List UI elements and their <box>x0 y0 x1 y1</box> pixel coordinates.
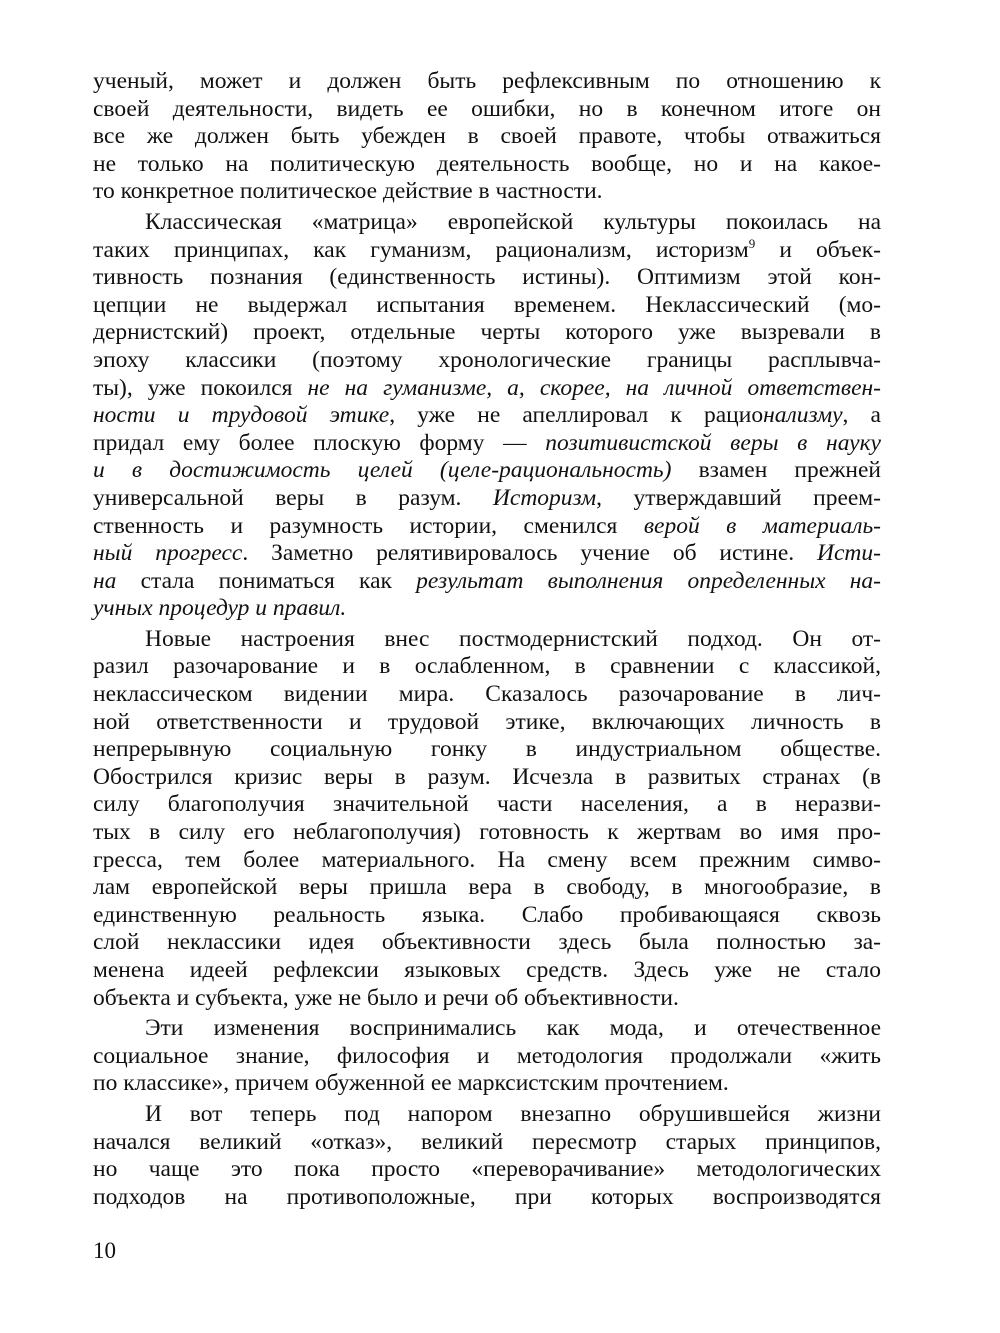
text-line <box>93 430 881 458</box>
paragraph-5 <box>93 1101 881 1211</box>
text-line: Обострился кризис веры в разум. Исчезла в развитых странах (в <box>93 763 881 790</box>
text-line: Новые настроения внес постмодернистский подход. Он от- <box>145 625 881 652</box>
page-body <box>93 68 881 1214</box>
text-line: цепции не выдержал испытания временем. Неклассический (мо- <box>93 291 881 318</box>
text-line: своей деятельности, видеть ее ошибки, но в конечном итоге он <box>93 95 881 122</box>
text-line <box>93 540 881 568</box>
italic-segment: верой в материаль- <box>643 512 881 539</box>
italic-segment: ный прогресс <box>93 540 243 567</box>
text-line: И вот теперь под напором внезапно обрушившейся жизни <box>145 1100 881 1127</box>
text-line <box>93 457 881 485</box>
text-line <box>93 513 881 541</box>
text-segment: ственность и разумность истории, сменился <box>93 512 644 539</box>
italic-segment: нализму <box>763 402 843 429</box>
italic-segment: результат выполнения определенных на- <box>416 567 881 594</box>
text-line: эпоху классики (поэтому хронологические границы расплывча- <box>93 346 881 373</box>
text-line: начался великий «отказ», великий пересмотр старых принципов, <box>93 1128 881 1155</box>
text-line: силу благополучия значительной части населения, а в неразви- <box>93 791 881 818</box>
text-line: единственную реальность языка. Слабо пробивающаяся сквозь <box>93 901 881 928</box>
text-line <box>93 595 881 623</box>
text-line <box>93 485 881 513</box>
italic-segment: на <box>93 567 117 594</box>
text-line: социальное знание, философия и методология продолжали «жить <box>93 1042 881 1069</box>
text-line: Эти изменения воспринимались как мода, и отечественное <box>145 1015 881 1042</box>
text-segment: , а <box>842 402 881 429</box>
footnote-marker: 9 <box>748 235 756 251</box>
text-line: дернистский) проект, отдельные черты которого уже вызревали в <box>93 319 881 346</box>
text-line <box>93 568 881 596</box>
italic-segment: Исти- <box>817 540 881 567</box>
text-line: ной ответственности и трудовой этике, включающих личность в <box>93 708 881 735</box>
italic-segment: ности и трудовой этике <box>93 402 390 429</box>
text-line: слой неклассики идея объективности здесь была полностью за- <box>93 929 881 956</box>
paragraph-4 <box>93 1015 881 1098</box>
text-line <box>93 402 881 430</box>
text-segment: и объек- <box>755 236 881 263</box>
text-line: непрерывную социальную гонку в индустриальном обществе. <box>93 736 881 763</box>
paragraph-3 <box>93 626 881 1012</box>
text-line <box>93 375 881 403</box>
italic-segment: не на гуманизме, а, скорее, на личной ответствен- <box>307 374 882 401</box>
text-line <box>93 237 881 265</box>
text-line: тых в силу его неблагополучия) готовность к жертвам во имя про- <box>93 819 881 846</box>
italic-segment: учных процедур и правил. <box>93 595 347 622</box>
text-segment: , уже не апеллировал к рацио <box>389 402 764 429</box>
text-segment: стала пониматься как <box>116 567 417 594</box>
text-line: подходов на противоположные, при которых воспроизводятся <box>93 1183 881 1210</box>
text-line: неклассическом видении мира. Сказалось разочарование в лич- <box>93 681 881 708</box>
text-line: по классике», причем обуженной ее марксистским прочтением. <box>93 1070 729 1097</box>
text-line: тивность познания (единственность истины). Оптимизм этой кон- <box>93 264 881 291</box>
text-line: объекта и субъекта, уже не было и речи об объективности. <box>93 984 679 1011</box>
text-segment: . Заметно релятивировалось учение об истине. <box>242 540 818 567</box>
text-line: разил разочарование и в ослабленном, в сравнении с классикой, <box>93 653 881 680</box>
text-line: не только на политическую деятельность вообще, но и на какое- <box>93 150 881 177</box>
text-line: то конкретное политическое действие в частности. <box>93 178 603 205</box>
text-segment: универсальной веры в разум. <box>93 484 493 511</box>
italic-segment: и в достижимость целей (целе-рациональность) <box>93 457 672 484</box>
text-line: ученый, может и должен быть рефлексивным по отношению к <box>93 68 881 94</box>
text-segment: , утверждавший преем- <box>596 484 882 511</box>
text-line: все же должен быть убежден в своей правоте, чтобы отважиться <box>93 123 881 150</box>
italic-segment: позитивистской веры в науку <box>545 429 881 456</box>
italic-segment: Историзм <box>492 484 597 511</box>
text-segment: ты), уже покоился <box>93 374 308 401</box>
paragraph-2 <box>93 209 881 623</box>
text-segment: взамен прежней <box>671 457 881 484</box>
page-number: 10 <box>93 1238 116 1263</box>
text-line: гресса, тем более материального. На смену всем прежним симво- <box>93 846 881 873</box>
text-line: менена идеей рефлексии языковых средств. Здесь уже не стало <box>93 957 881 983</box>
text-segment: таких принципах, как гуманизм, рационализм, историзм <box>93 236 749 263</box>
paragraph-1 <box>93 68 881 206</box>
text-line: но чаще это пока просто «переворачивание» методологических <box>93 1156 881 1183</box>
text-segment: придал ему более плоскую форму — <box>93 429 546 456</box>
text-line: Классическая «матрица» европейской культуры покоилась на <box>145 208 881 235</box>
text-line: лам европейской веры пришла вера в свободу, в многообразие, в <box>93 874 881 901</box>
